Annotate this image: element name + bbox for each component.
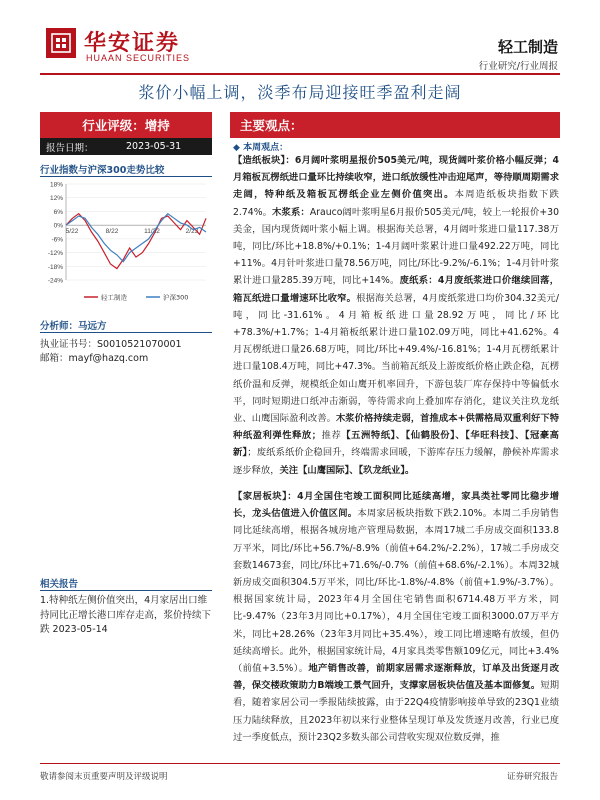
report-date-value: 2023-05-31 [126, 141, 182, 152]
y-tick-label: 12% [49, 195, 63, 203]
related-reports-title: 相关报告 [40, 579, 79, 590]
main-viewpoints-header: 主要观点： [230, 112, 560, 138]
highlight-text: 【造纸板块】：6月阔叶浆明星报价505美元/吨，现货阔叶浆价格小幅反弹；4月箱板瓦楞纸进口量环比持续收窄，进口纸放缓性冲击迎尾声，等待顺周期需求走阔，特种纸及箱板瓦楞纸企业左侧价值突出。 [233, 155, 559, 201]
legend-label: 轻工制造 [101, 293, 127, 302]
y-tick-label: -12% [47, 250, 63, 258]
related-report-link[interactable]: 1.特种纸左侧价值突出，4月家居出口维持同比正增长港口库存走高，浆价持续下跌 2023-05-14 [40, 595, 212, 635]
legend-label: 沪深300 [163, 293, 189, 302]
body-text-segment: 推荐 [321, 430, 342, 442]
footer-divider [40, 763, 560, 764]
paper-sector-paragraph [233, 152, 559, 479]
weekly-view-title: ◆ 本周观点： [233, 143, 289, 153]
y-tick-label: -24% [47, 277, 63, 285]
analyst-email: 邮箱：mayf@hazq.com [40, 353, 149, 364]
index-comparison-chart [40, 180, 212, 312]
home-furnishing-paragraph [233, 488, 559, 746]
highlight-text: 地产销售改善，前期家居需求逐渐释放，订单及出货逐月改善，保交楼政策助力B端竣工景气回升，支撑家居板块估值及基本面修复。 [233, 663, 559, 692]
chart-title-underline [40, 176, 212, 177]
analyst-underline [40, 332, 212, 333]
logo-text-en: HUAAN SECURITIES [86, 53, 191, 63]
y-tick-label: -6% [51, 236, 63, 244]
footer-disclaimer: 敬请参阅末页重要声明及评级说明 [40, 772, 168, 782]
body-text-segment: Arauco阔叶浆明星6月报价505美元/吨，较上一轮报价+30美金，国内现货阔叶浆小幅上调。根据海关总署，4月阔叶浆进口量117.38万吨，同比/环比+18.8%/+0.1%；1-4月阔叶浆累计进口量492.22万吨，同比+11%。4月针叶浆进口量78.56万吨，同比/环比-9.2%/-6.1%；1-4月针叶浆累计进口量285.39万吨，同比+14%。 [233, 206, 559, 287]
highlight-text: 【家居板块】：4月全国住宅竣工面积同比延续高增，家具类社零同比稳步增长，龙头估值进入价值区间。 [233, 491, 559, 520]
analyst-name: 分析师：马远方 [40, 321, 107, 332]
x-tick-label: 5/22 [65, 228, 79, 236]
highlight-text: 木浆系： [272, 206, 310, 218]
x-tick-label: 11/22 [144, 228, 160, 236]
industry-rating: 行业评级：增持 [40, 112, 212, 138]
body-text-segment: 本周家居板块指数下跌2.10%。本周二手房销售同比延续高增，根据各城房地产管理局数据，本周17城二手房成交面积133.8万平米，同比/环比+56.7%/-8.9%（前值+64.2%/-2.2%），17城二手房成交套数14673套，同比/环比+71.6%/-0.7%（前值+68.6%/-2.1%）。本周32城新房成交面积304.5万平米，同比/环比-1.8%/-4.8%（前值+1.9%/-3.7%）。根据国家统计局，2023年4月全国住宅销售面积6714.48万平方米，同比-9.47%（23年3月同比+0.17%），4月全国住宅竣工面积3000.07万平方米，同比+28.26%（23年3月同比+35.4%），竣工同比增速略有放缓，但仍延续高增长。此外，根据国家统计局，4月家具类零售额109亿元，同比+3.4%（前值+3.5%）。 [233, 508, 559, 675]
x-tick-label: 2/23 [185, 228, 199, 236]
industry-title: 轻工制造 [497, 38, 558, 56]
report-date-label: 报告日期： [46, 142, 94, 154]
series-line-csi300 [66, 214, 206, 262]
report-date-row [40, 138, 212, 155]
body-text-segment: 短期看，随着家居公司一季报陆续披露，由于22Q4疫情影响接单导致的23Q1业绩压力陆续释放，且2023年初以来行业整体呈现订单及发货逐月改善，行业已度过一季度低点，预计23Q2多数头部公司营收实现双位数反弹，推 [233, 680, 559, 743]
body-text-segment: 本周造纸板块指数下跌2.74%。 [233, 189, 559, 218]
report-header [0, 0, 600, 74]
report-type: 行业研究/行业周报 [478, 61, 558, 72]
logo-text-cn: 华安证券 [84, 30, 181, 56]
footer-report-label: 证券研究报告 [506, 772, 558, 782]
y-tick-label: 6% [53, 208, 63, 216]
highlight-text: 【五洲特纸】、【仙鹤股份】、【华旺科技】、【冠豪高新】 [233, 430, 559, 459]
report-title: 浆价小幅上调，淡季布局迎接旺季盈利走阔 [138, 83, 462, 102]
highlight-text: 废纸系：4月废纸浆进口价继续回落，箱瓦纸进口量增速环比收窄。 [233, 275, 559, 304]
weekly-view-label: 本周观点： [243, 143, 289, 153]
body-text-segment: ；废纸系纸价企稳回升，终端需求回暖，下游库存压力缓解，静候补库需求逐步释放， [233, 447, 559, 476]
highlight-text: 木浆价格持续走弱，首推成本+供需格局双重利好下特种纸盈利弹性释放； [233, 413, 559, 442]
highlight-text: 关注【山鹰国际】、【玖龙纸业】。 [279, 464, 415, 476]
y-tick-label: 0% [53, 222, 63, 230]
analyst-certificate: 执业证书号：S0010521070001 [40, 339, 182, 350]
y-tick-label: -18% [47, 263, 63, 271]
chart-title: 行业指数与沪深300走势比较 [40, 165, 165, 176]
related-reports-underline [40, 590, 212, 591]
y-tick-label: 18% [49, 181, 63, 189]
huaan-logo-icon [46, 28, 76, 58]
header-divider [40, 73, 560, 75]
body-text-segment: 根据海关总署，4月废纸浆进口均价304.32美元/吨，同比-31.61%。4月箱板纸进口量28.92万吨，同比/环比+78.3%/+1.7%；1-4月箱板纸累计进口量102.09万吨，同比+41.62%。4月瓦楞纸进口量26.68万吨，同比/环比+49.4%/-16.81%；1-4月瓦楞纸累计进口量108.4万吨，同比+47.3%。当前箱瓦纸及上游废纸价格止跌企稳，瓦楞纸价温和反弹，规模纸企如山鹰开机率回升，下游包装厂库存保持中等偏低水平，同时短期进口纸冲击渐弱，等待需求向上叠加库存消化，建议关注玖龙纸业、山鹰国际盈利改善。 [233, 292, 559, 425]
x-tick-label: 8/22 [105, 228, 119, 236]
